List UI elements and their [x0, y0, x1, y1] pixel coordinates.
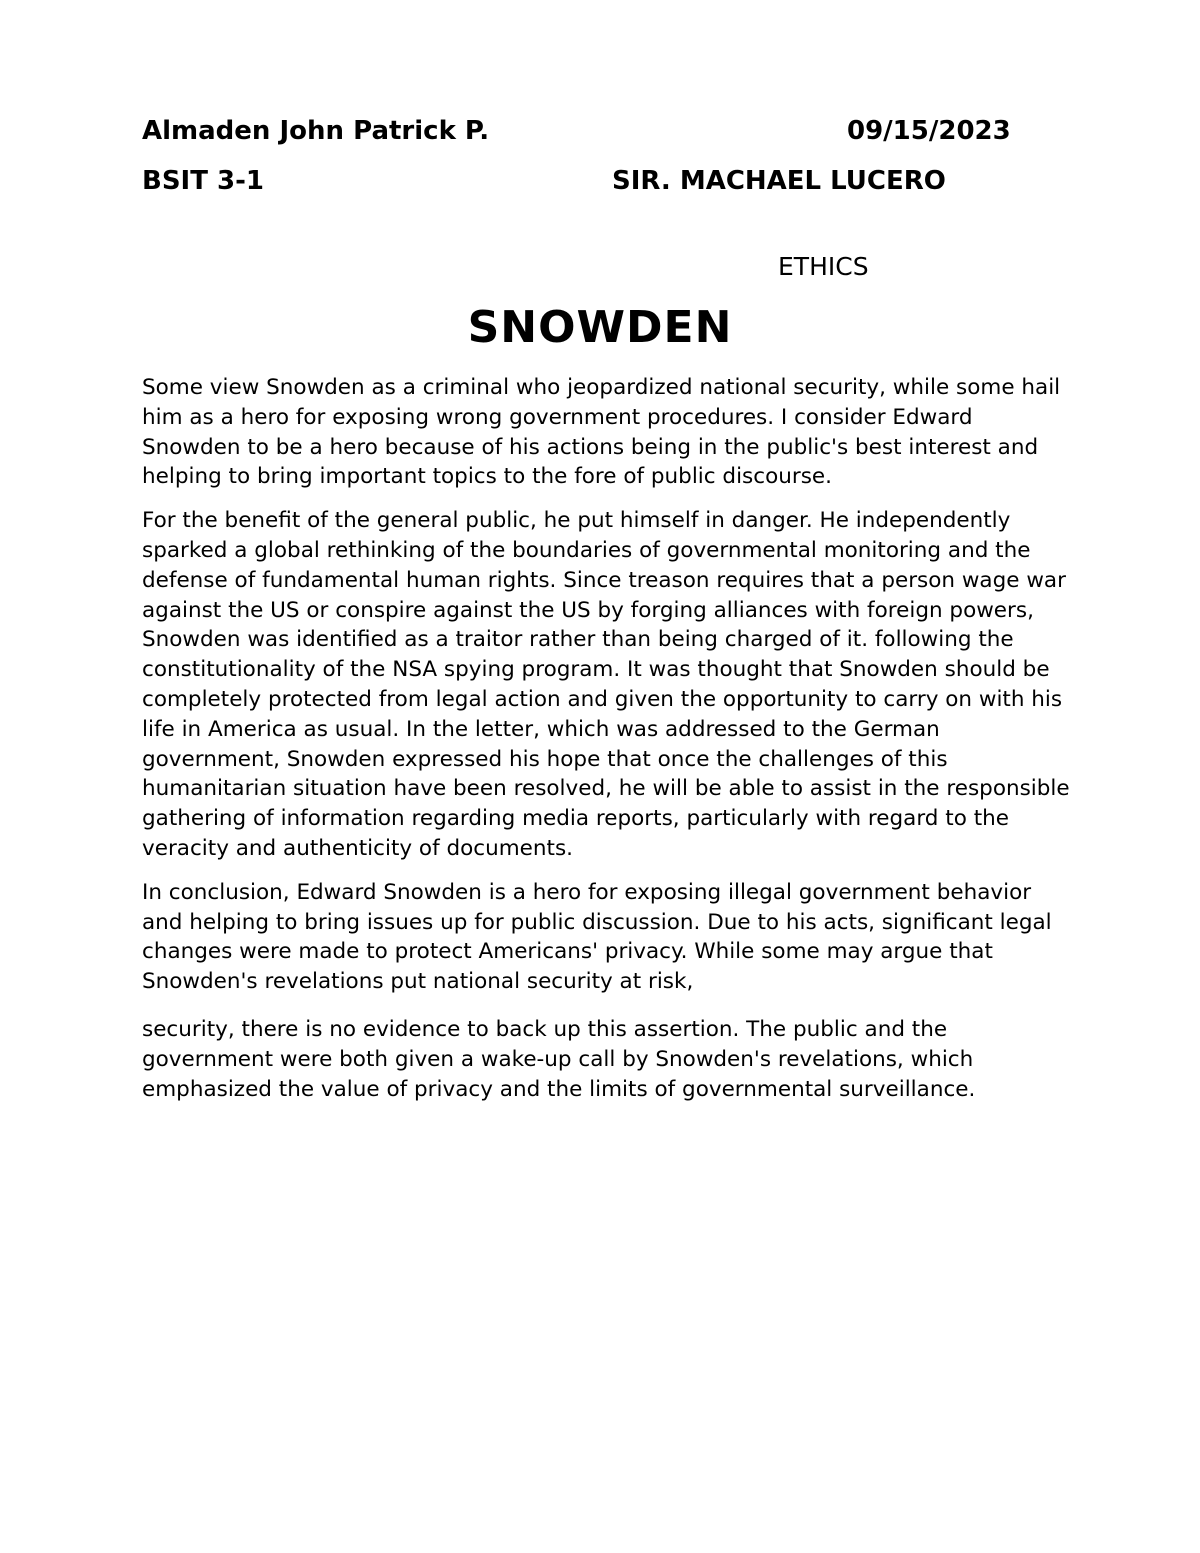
class-section: BSIT 3-1 — [142, 166, 264, 196]
paragraph-final: security, there is no evidence to back up this assertion. The public and the government were both given a wake-up call by Snowden's revelations, which emphasized the value of privacy and the limits of governmental surveillance. — [142, 1016, 976, 1102]
subject-label: ETHICS — [778, 252, 869, 281]
essay-body — [142, 373, 1072, 1118]
essay-title: SNOWDEN — [467, 302, 733, 353]
instructor-name: SIR. MACHAEL LUCERO — [612, 166, 946, 196]
paragraph-argument: For the benefit of the general public, he put himself in danger. He independently sparked a global rethinking of the boundaries of governmental monitoring and the defense of fundamental human rights. Since treason requires that a person wage war against the US or conspire against the US by forging alliances with foreign powers, Snowden was identified as a traitor rather than being charged of it. following the constitutionality of the NSA spying program. It was thought that Snowden should be completely protected from legal action and given the opportunity to carry on with his life in America as usual. In the letter, which was addressed to the German government, Snowden expressed his hope that once the challenges of this humanitarian situation have been resolved, he will be able to assist in the responsible gathering of information regarding media reports, particularly with regard to the veracity and authenticity of documents. — [142, 508, 1070, 861]
submission-date: 09/15/2023 — [847, 116, 1011, 146]
paragraph-intro: Some view Snowden as a criminal who jeopardized national security, while some hail him as a hero for exposing wrong government procedures. I consider Edward Snowden to be a hero because of his actions being in the public's best interest and helping to bring important topics to the fore of public discourse. — [142, 375, 1061, 490]
student-name: Almaden John Patrick P. — [142, 116, 490, 146]
paragraph-conclusion: In conclusion, Edward Snowden is a hero for exposing illegal government behavior and helping to bring issues up for public discussion. Due to his acts, significant legal changes were made to protect Americans' privacy. While some may argue that Snowden's revelations put national security at risk, — [142, 879, 1052, 995]
